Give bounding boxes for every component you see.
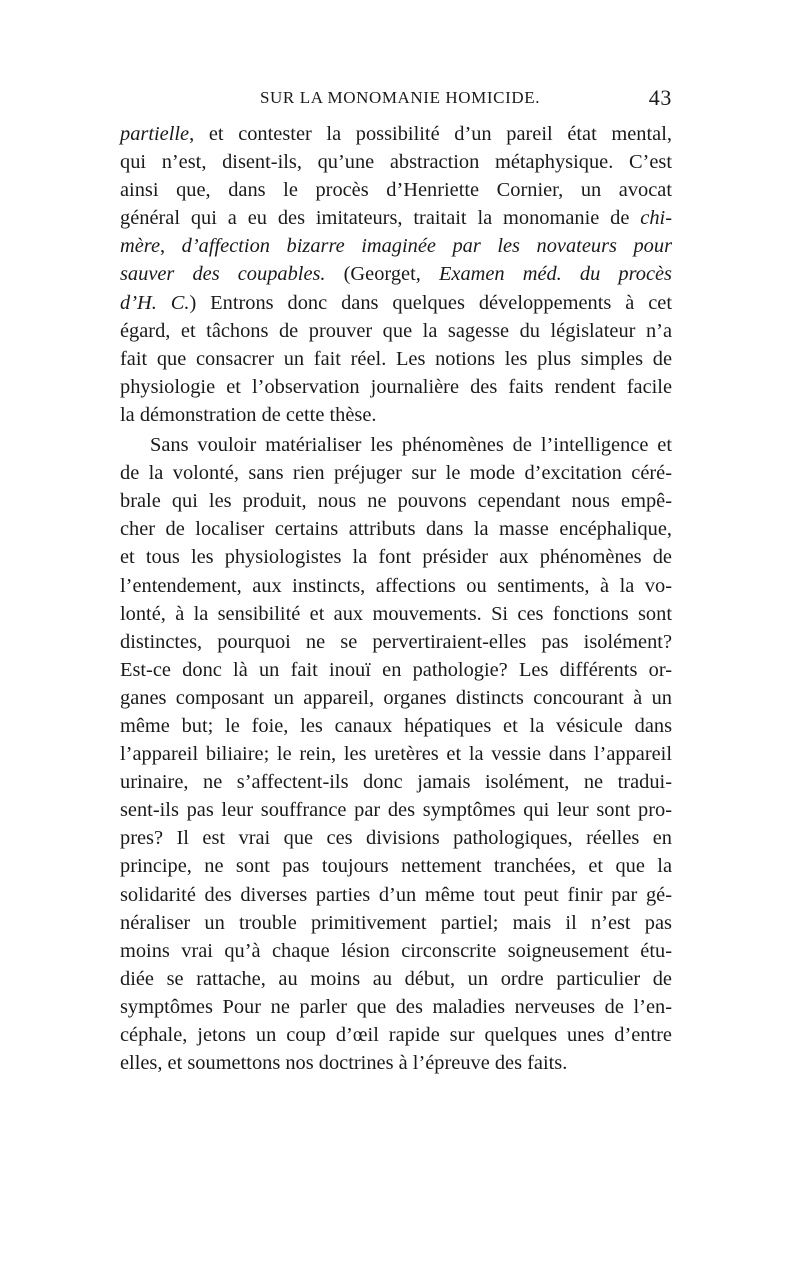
text-line	[120, 148, 672, 176]
paragraph-2	[120, 431, 672, 1077]
text-run: égard, et tâchons de prouver que la sagesse du législateur n’a	[120, 319, 672, 342]
text-line	[120, 881, 672, 909]
text-run: moins vrai qu’à chaque lésion circonscrite soigneusement étu-	[120, 939, 672, 962]
text-line	[120, 740, 672, 768]
text-line	[120, 459, 672, 487]
text-line	[120, 317, 672, 345]
text-run: urinaire, ne s’affectent-ils donc jamais isolément, ne tradui-	[120, 771, 672, 794]
text-line	[120, 176, 672, 204]
text-run: ,	[160, 235, 182, 258]
running-title: SUR LA MONOMANIE HOMICIDE.	[260, 88, 541, 107]
text-line	[120, 852, 672, 880]
text-run: Est-ce donc là un fait inouï en pathologie? Les différents or-	[120, 658, 672, 681]
text-run: distinctes, pourquoi ne se pervertiraient-elles pas isolément?	[120, 630, 672, 653]
text-run: mère	[120, 235, 161, 258]
text-run: pres? Il est vrai que ces divisions pathologiques, réelles en	[120, 827, 672, 850]
text-run: sauver des coupables.	[120, 263, 326, 286]
text-line	[120, 712, 672, 740]
text-run: et tous les physiologistes la font présider aux phénomènes de	[120, 546, 672, 569]
text-run: lonté, à la sensibilité et aux mouvements. Si ces fonctions sont	[120, 602, 672, 625]
text-line	[120, 965, 672, 993]
page-number: 43	[648, 85, 672, 110]
text-run: solidarité des diverses parties d’un même tout peut finir par gé-	[120, 883, 672, 906]
text-run: d’H. C.	[120, 291, 190, 314]
text-line	[120, 260, 672, 288]
body-text	[120, 120, 672, 1077]
text-line	[120, 572, 672, 600]
text-line	[120, 600, 672, 628]
text-line	[120, 628, 672, 656]
text-run: , et contester la possibilité d’un pareil état mental,	[189, 123, 672, 145]
text-line	[120, 289, 672, 317]
text-run: elles, et soumettons nos doctrines à l’épreuve des faits.	[120, 1052, 568, 1075]
text-run: brale qui les produit, nous ne pouvons cependant nous empê-	[120, 490, 672, 513]
text-run: général qui a eu des imitateurs, traitait la monomanie de	[120, 207, 641, 230]
text-run: Sans vouloir matérialiser les phénomènes de l’intelligence et	[150, 434, 672, 457]
text-line	[120, 120, 672, 148]
text-line	[120, 824, 672, 852]
text-line	[120, 1049, 672, 1077]
text-run: physiologie et l’observation journalière des faits rendent facile	[120, 375, 672, 398]
text-run: ) Entrons donc dans quelques développements à cet	[189, 291, 673, 314]
text-run: Examen méd. du procès	[438, 263, 672, 286]
text-run: l’entendement, aux instincts, affections ou sentiments, à la vo-	[120, 574, 672, 597]
text-line	[120, 1021, 672, 1049]
text-line	[120, 684, 672, 712]
text-run: symptômes Pour ne parler que des maladies nerveuses de l’en-	[120, 995, 672, 1018]
text-line	[120, 515, 672, 543]
text-line	[120, 204, 672, 232]
text-run: ainsi que, dans le procès d’Henriette Cornier, un avocat	[120, 179, 672, 202]
text-run: principe, ne sont pas toujours nettement tranchées, et que la	[120, 855, 672, 878]
text-line	[120, 909, 672, 937]
text-line	[120, 656, 672, 684]
text-run: chi-	[640, 207, 672, 230]
text-run: fait que consacrer un fait réel. Les notions les plus simples de	[120, 347, 672, 370]
text-line	[120, 543, 672, 571]
text-run: qui n’est, disent-ils, qu’une abstraction métaphysique. C’est	[120, 151, 672, 174]
text-run: même but; le foie, les canaux hépatiques et la vésicule dans	[120, 714, 672, 737]
text-run: l’appareil biliaire; le rein, les uretères et la vessie dans l’appareil	[120, 743, 672, 766]
text-run: céphale, jetons un coup d’œil rapide sur quelques unes d’entre	[120, 1024, 672, 1046]
text-line	[120, 345, 672, 373]
running-head	[120, 85, 680, 114]
text-line	[120, 232, 672, 260]
text-run: de la volonté, sans rien préjuger sur le mode d’excitation céré-	[120, 462, 672, 485]
text-line	[120, 768, 672, 796]
text-run: la démonstration de cette thèse.	[120, 403, 377, 426]
text-run: cher de localiser certains attributs dans la masse encéphalique,	[120, 518, 672, 541]
text-run: (Georget,	[325, 263, 439, 286]
text-run: ganes composant un appareil, organes distincts concourant à un	[120, 686, 672, 709]
paragraph-1	[120, 120, 672, 429]
text-line	[120, 401, 672, 429]
text-line	[120, 431, 672, 459]
text-line	[120, 993, 672, 1021]
text-run: d’affection bizarre imaginée par les novateurs pour	[181, 235, 672, 258]
text-run: sent-ils pas leur souffrance par des symptômes qui leur sont pro-	[120, 799, 672, 822]
text-line	[120, 487, 672, 515]
text-line	[120, 937, 672, 965]
text-line	[120, 373, 672, 401]
text-run: néraliser un trouble primitivement partiel; mais il n’est pas	[120, 911, 672, 934]
text-line	[120, 796, 672, 824]
text-run: diée se rattache, au moins au début, un ordre particulier de	[120, 967, 672, 990]
text-run: partielle	[120, 123, 190, 145]
